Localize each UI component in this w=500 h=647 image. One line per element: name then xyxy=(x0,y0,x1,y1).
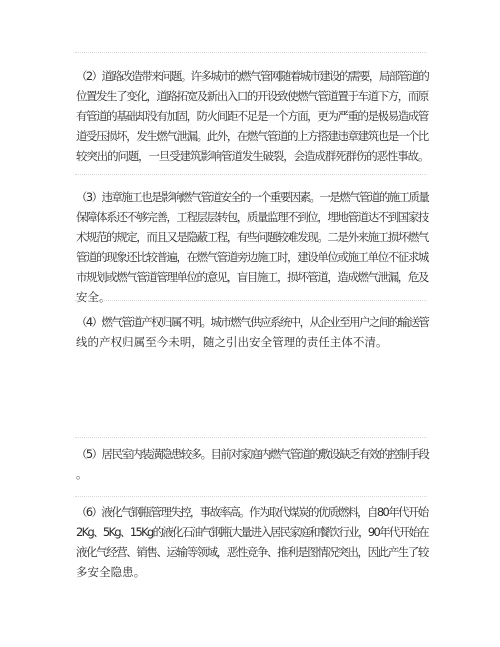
text-line: 2Kg、5Kg、15Kg的液化石油气钢瓶大量进入居民家庭和餐饮行业，90年代开始在 xyxy=(76,525,429,539)
paragraph-separator xyxy=(75,174,427,175)
text-line: 术规范的规定，而且又是隐蔽工程，有些问题较难发现。二是外来施工损坏燃气 xyxy=(76,230,428,244)
text-line: 有管道的基础却没有加固，防火间距不足是一个方面，更为严重的是极易造成管 xyxy=(76,109,428,123)
paragraph-ownership-unclear xyxy=(76,312,428,352)
paragraph-separator xyxy=(75,496,427,497)
paragraph-illegal-construction xyxy=(76,187,428,307)
paragraph-home-decoration xyxy=(76,444,428,484)
text-line: 安全。 xyxy=(76,290,111,304)
text-line: （6）液化气钢瓶管理失控，事故率高。作为取代煤炭的优质燃料，自80年代开始 xyxy=(76,505,428,519)
text-line: 市规划或燃气管道管理单位的意见，盲目施工，损坏管道，造成燃气泄漏，危及 xyxy=(76,270,428,284)
text-line: 线的产权归属至今未明，随之引出安全管理的责任主体不清。 xyxy=(76,335,388,349)
text-line: 较突出的问题，一旦受建筑影响管道发生破裂，会造成群死群伤的恶性事故。 xyxy=(76,149,429,163)
paragraph-separator xyxy=(75,52,427,53)
paragraph-separator xyxy=(75,437,427,438)
text-line: 液化气经营、销售、运输等领域，恶性竞争、推利是图情况突出，因此产生了较 xyxy=(76,545,428,559)
text-line: （4）燃气管道产权归属不明。城市燃气供应系统中，从企业至用户之间的输送管 xyxy=(76,315,429,329)
text-line: 管道的现象还比较普遍，在燃气管道旁边施工时，建设单位或施工单位不征求城 xyxy=(76,250,428,264)
paragraph-road-renovation xyxy=(76,66,428,166)
text-line: 位置发生了变化，道路拓宽及新出入口的开设致使燃气管道置于车道下方，而原 xyxy=(76,89,428,103)
text-line: 道受压损坏，发生燃气泄漏。此外，在燃气管道的上方搭建违章建筑也是一个比 xyxy=(76,129,428,143)
text-line: （3）违章施工也是影响燃气管道安全的一个重要因素。一是燃气管道的施工质量 xyxy=(76,190,429,204)
text-line: （5）居民室内装潢隐患较多。目前对家庭内燃气管道的敷设缺乏有效的控制手段 xyxy=(76,447,429,461)
text-line: 多安全隐患。 xyxy=(76,565,146,579)
paragraph-separator xyxy=(75,300,427,301)
text-line: （2）道路改造带来问题。许多城市的燃气管网随着城市建设的需要，局部管道的 xyxy=(76,69,429,83)
paragraph-lpg-cylinders xyxy=(76,502,428,582)
text-line: 保障体系还不够完善，工程层层转包，质量监理不到位，埋地管道达不到国家技 xyxy=(76,210,428,224)
text-line: 。 xyxy=(76,467,88,481)
